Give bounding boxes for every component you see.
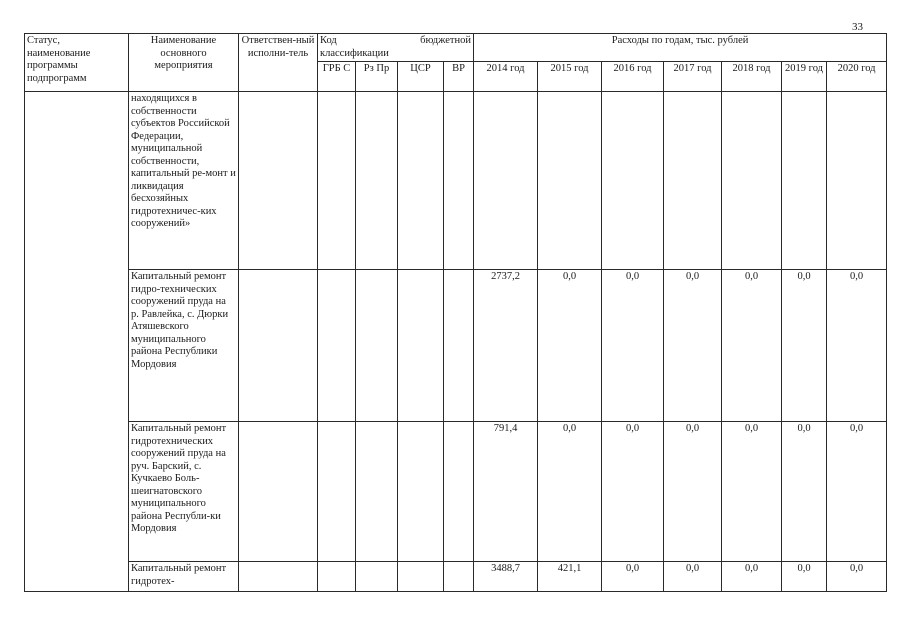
header-code-right: бюджетной: [420, 35, 472, 46]
rzpr-cell: [356, 92, 398, 270]
value-cell: 0,0: [538, 422, 602, 562]
value-cell: 0,0: [664, 562, 722, 592]
table-row: [25, 562, 887, 592]
value-cell: 0,0: [602, 562, 664, 592]
value-cell: 0,0: [782, 422, 827, 562]
rzpr-cell: [356, 422, 398, 562]
csr-cell: [398, 92, 444, 270]
value-cell: [474, 92, 538, 270]
event-cell: Капитальный ремонт гидро-технических сооружений пруда на р. Равлейка, с. Дюрки Атяшевского муниципального района Республики Мордовия: [129, 270, 239, 422]
vr-cell: [444, 270, 474, 422]
value-cell: 421,1: [538, 562, 602, 592]
header-grbs: ГРБ С: [318, 62, 356, 92]
value-cell: [722, 92, 782, 270]
header-year: 2015 год: [538, 62, 602, 92]
csr-cell: [398, 562, 444, 592]
value-cell: [538, 92, 602, 270]
rzpr-cell: [356, 562, 398, 592]
value-cell: [664, 92, 722, 270]
table-row: [25, 422, 887, 562]
grbs-cell: [318, 270, 356, 422]
value-cell: 0,0: [827, 422, 887, 562]
value-cell: 2737,2: [474, 270, 538, 422]
header-year: 2019 год: [782, 62, 827, 92]
header-rzpr: Рз Пр: [356, 62, 398, 92]
value-cell: 0,0: [602, 270, 664, 422]
value-cell: 791,4: [474, 422, 538, 562]
header-budget-code: [318, 34, 474, 62]
event-cell: находящихся в собственности субъектов Российской Федерации, муниципальной собственности, капитальный ре-монт и ликвидация бесхозяйных гидротехничес-ких сооружений»: [129, 92, 239, 270]
header-vr: ВР: [444, 62, 474, 92]
value-cell: 0,0: [722, 422, 782, 562]
vr-cell: [444, 92, 474, 270]
header-year: 2016 год: [602, 62, 664, 92]
header-row-1: [25, 34, 887, 62]
event-cell: Капитальный ремонт гидротех-: [129, 562, 239, 592]
header-code-left: Код: [320, 35, 337, 46]
value-cell: [602, 92, 664, 270]
page-number: 33: [852, 21, 863, 33]
value-cell: 0,0: [664, 422, 722, 562]
responsible-cell: [239, 562, 318, 592]
value-cell: 0,0: [827, 562, 887, 592]
value-cell: 0,0: [782, 562, 827, 592]
value-cell: 3488,7: [474, 562, 538, 592]
grbs-cell: [318, 92, 356, 270]
value-cell: 0,0: [722, 562, 782, 592]
header-year: 2020 год: [827, 62, 887, 92]
table-row: [25, 92, 887, 270]
value-cell: [782, 92, 827, 270]
event-cell: Капитальный ремонт гидротехнических сооружений пруда на руч. Барский, с. Кучкаево Боль-шеигнатовского муниципального района Республи-ки Мордовия: [129, 422, 239, 562]
rzpr-cell: [356, 270, 398, 422]
header-responsible: Ответствен-ный исполни-тель: [239, 34, 318, 92]
header-expenses: Расходы по годам, тыс. рублей: [474, 34, 887, 62]
csr-cell: [398, 270, 444, 422]
vr-cell: [444, 562, 474, 592]
header-year: 2017 год: [664, 62, 722, 92]
status-cell: [25, 92, 129, 592]
vr-cell: [444, 422, 474, 562]
value-cell: 0,0: [827, 270, 887, 422]
value-cell: 0,0: [538, 270, 602, 422]
value-cell: 0,0: [664, 270, 722, 422]
responsible-cell: [239, 422, 318, 562]
value-cell: 0,0: [602, 422, 664, 562]
responsible-cell: [239, 270, 318, 422]
responsible-cell: [239, 92, 318, 270]
value-cell: 0,0: [782, 270, 827, 422]
table-row: [25, 270, 887, 422]
grbs-cell: [318, 422, 356, 562]
value-cell: 0,0: [722, 270, 782, 422]
header-csr: ЦСР: [398, 62, 444, 92]
header-year: 2014 год: [474, 62, 538, 92]
header-code-bottom: классификации: [320, 47, 389, 59]
header-year: 2018 год: [722, 62, 782, 92]
header-event: Наименование основного мероприятия: [129, 34, 239, 92]
budget-table: [24, 33, 887, 592]
value-cell: [827, 92, 887, 270]
header-status: Статус, наименование программы подпрограмм: [25, 34, 129, 92]
csr-cell: [398, 422, 444, 562]
grbs-cell: [318, 562, 356, 592]
